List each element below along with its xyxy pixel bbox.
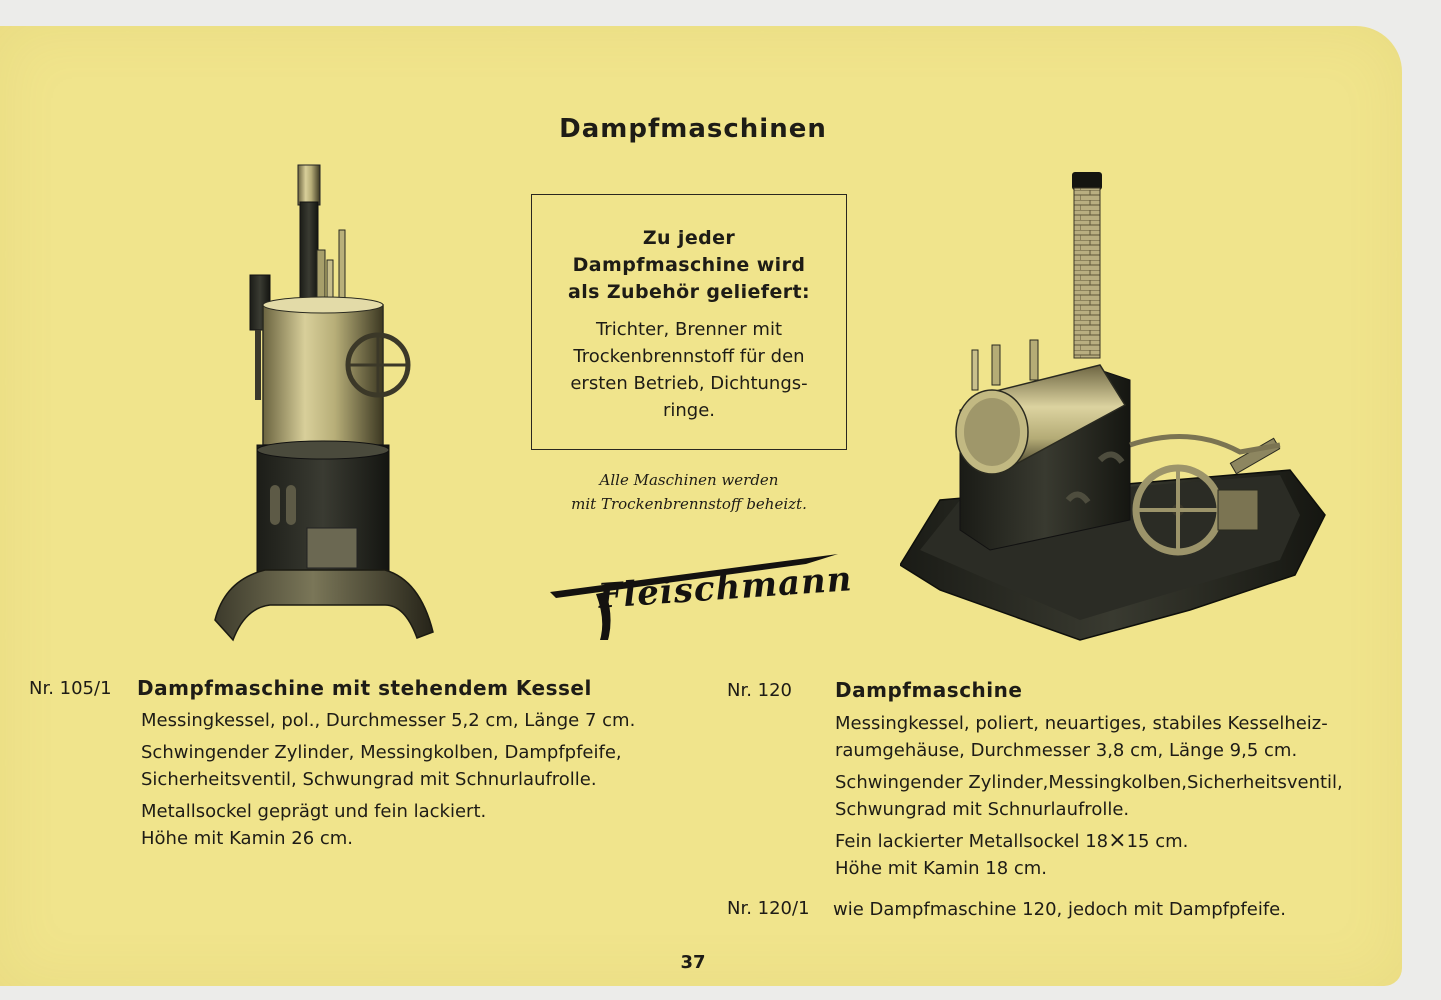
description-line: Messingkessel, pol., Durchmesser 5,2 cm, Länge 7 cm. — [141, 710, 636, 731]
description-line: Schwingender Zylinder, Messingkolben, Dampfpfeife, — [141, 742, 622, 763]
infobox-body-line: ringe. — [662, 400, 716, 421]
product-number: Nr. 120 — [727, 680, 793, 701]
infobox-body — [532, 316, 846, 424]
product-title: Dampfmaschine mit stehendem Kessel — [137, 676, 592, 700]
vertical-steam-engine-image — [195, 160, 445, 655]
infobox-body-line: ersten Betrieb, Dichtungs- — [570, 373, 808, 394]
infobox-body-line: Trichter, Brenner mit — [595, 319, 783, 340]
description-line: Höhe mit Kamin 26 cm. — [141, 828, 354, 849]
dimension-cross-mark: × — [1108, 828, 1127, 853]
product-number: Nr. 105/1 — [29, 678, 112, 699]
accessories-infobox — [531, 194, 847, 450]
product-description: wie Dampfmaschine 120, jedoch mit Dampfpfeife. — [833, 899, 1286, 920]
description-line: raumgehäuse, Durchmesser 3,8 cm, Länge 9,5 cm. — [835, 740, 1298, 761]
description-fragment: Fein lackierter Metallsockel 18 — [835, 831, 1109, 852]
fuel-note — [531, 468, 847, 516]
description-line: Metallsockel geprägt und fein lackiert. — [141, 801, 487, 822]
infobox-heading-line: als Zubehör geliefert: — [567, 281, 810, 303]
description-line: Sicherheitsventil, Schwungrad mit Schnurlaufrolle. — [141, 769, 597, 790]
description-line: Schwingender Zylinder,Messingkolben,Sicherheitsventil, — [835, 772, 1343, 793]
description-line — [835, 828, 1343, 855]
infobox-heading — [532, 225, 846, 306]
page-number: 37 — [680, 952, 706, 973]
fuel-note-line: Alle Maschinen werden — [599, 471, 779, 489]
horizontal-steam-engine-image — [900, 170, 1330, 650]
infobox-heading-line: Zu jeder — [642, 227, 736, 249]
description-line: Messingkessel, poliert, neuartiges, stabiles Kesselheiz- — [835, 713, 1328, 734]
infobox-heading-line: Dampfmaschine wird — [572, 254, 806, 276]
description-line: Schwungrad mit Schnurlaufrolle. — [835, 799, 1130, 820]
product-number: Nr. 120/1 — [727, 898, 810, 919]
brand-logo-text: Fleischmann — [596, 559, 854, 617]
page-title: Dampfmaschinen — [559, 114, 827, 144]
infobox-body-line: Trockenbrennstoff für den — [573, 346, 805, 367]
fuel-note-line: mit Trockenbrennstoff beheizt. — [571, 495, 807, 513]
product-description — [141, 707, 635, 852]
description-fragment: 15 cm. — [1126, 831, 1189, 852]
description-line: Höhe mit Kamin 18 cm. — [835, 858, 1048, 879]
product-description — [835, 710, 1343, 882]
product-title: Dampfmaschine — [835, 678, 1023, 702]
